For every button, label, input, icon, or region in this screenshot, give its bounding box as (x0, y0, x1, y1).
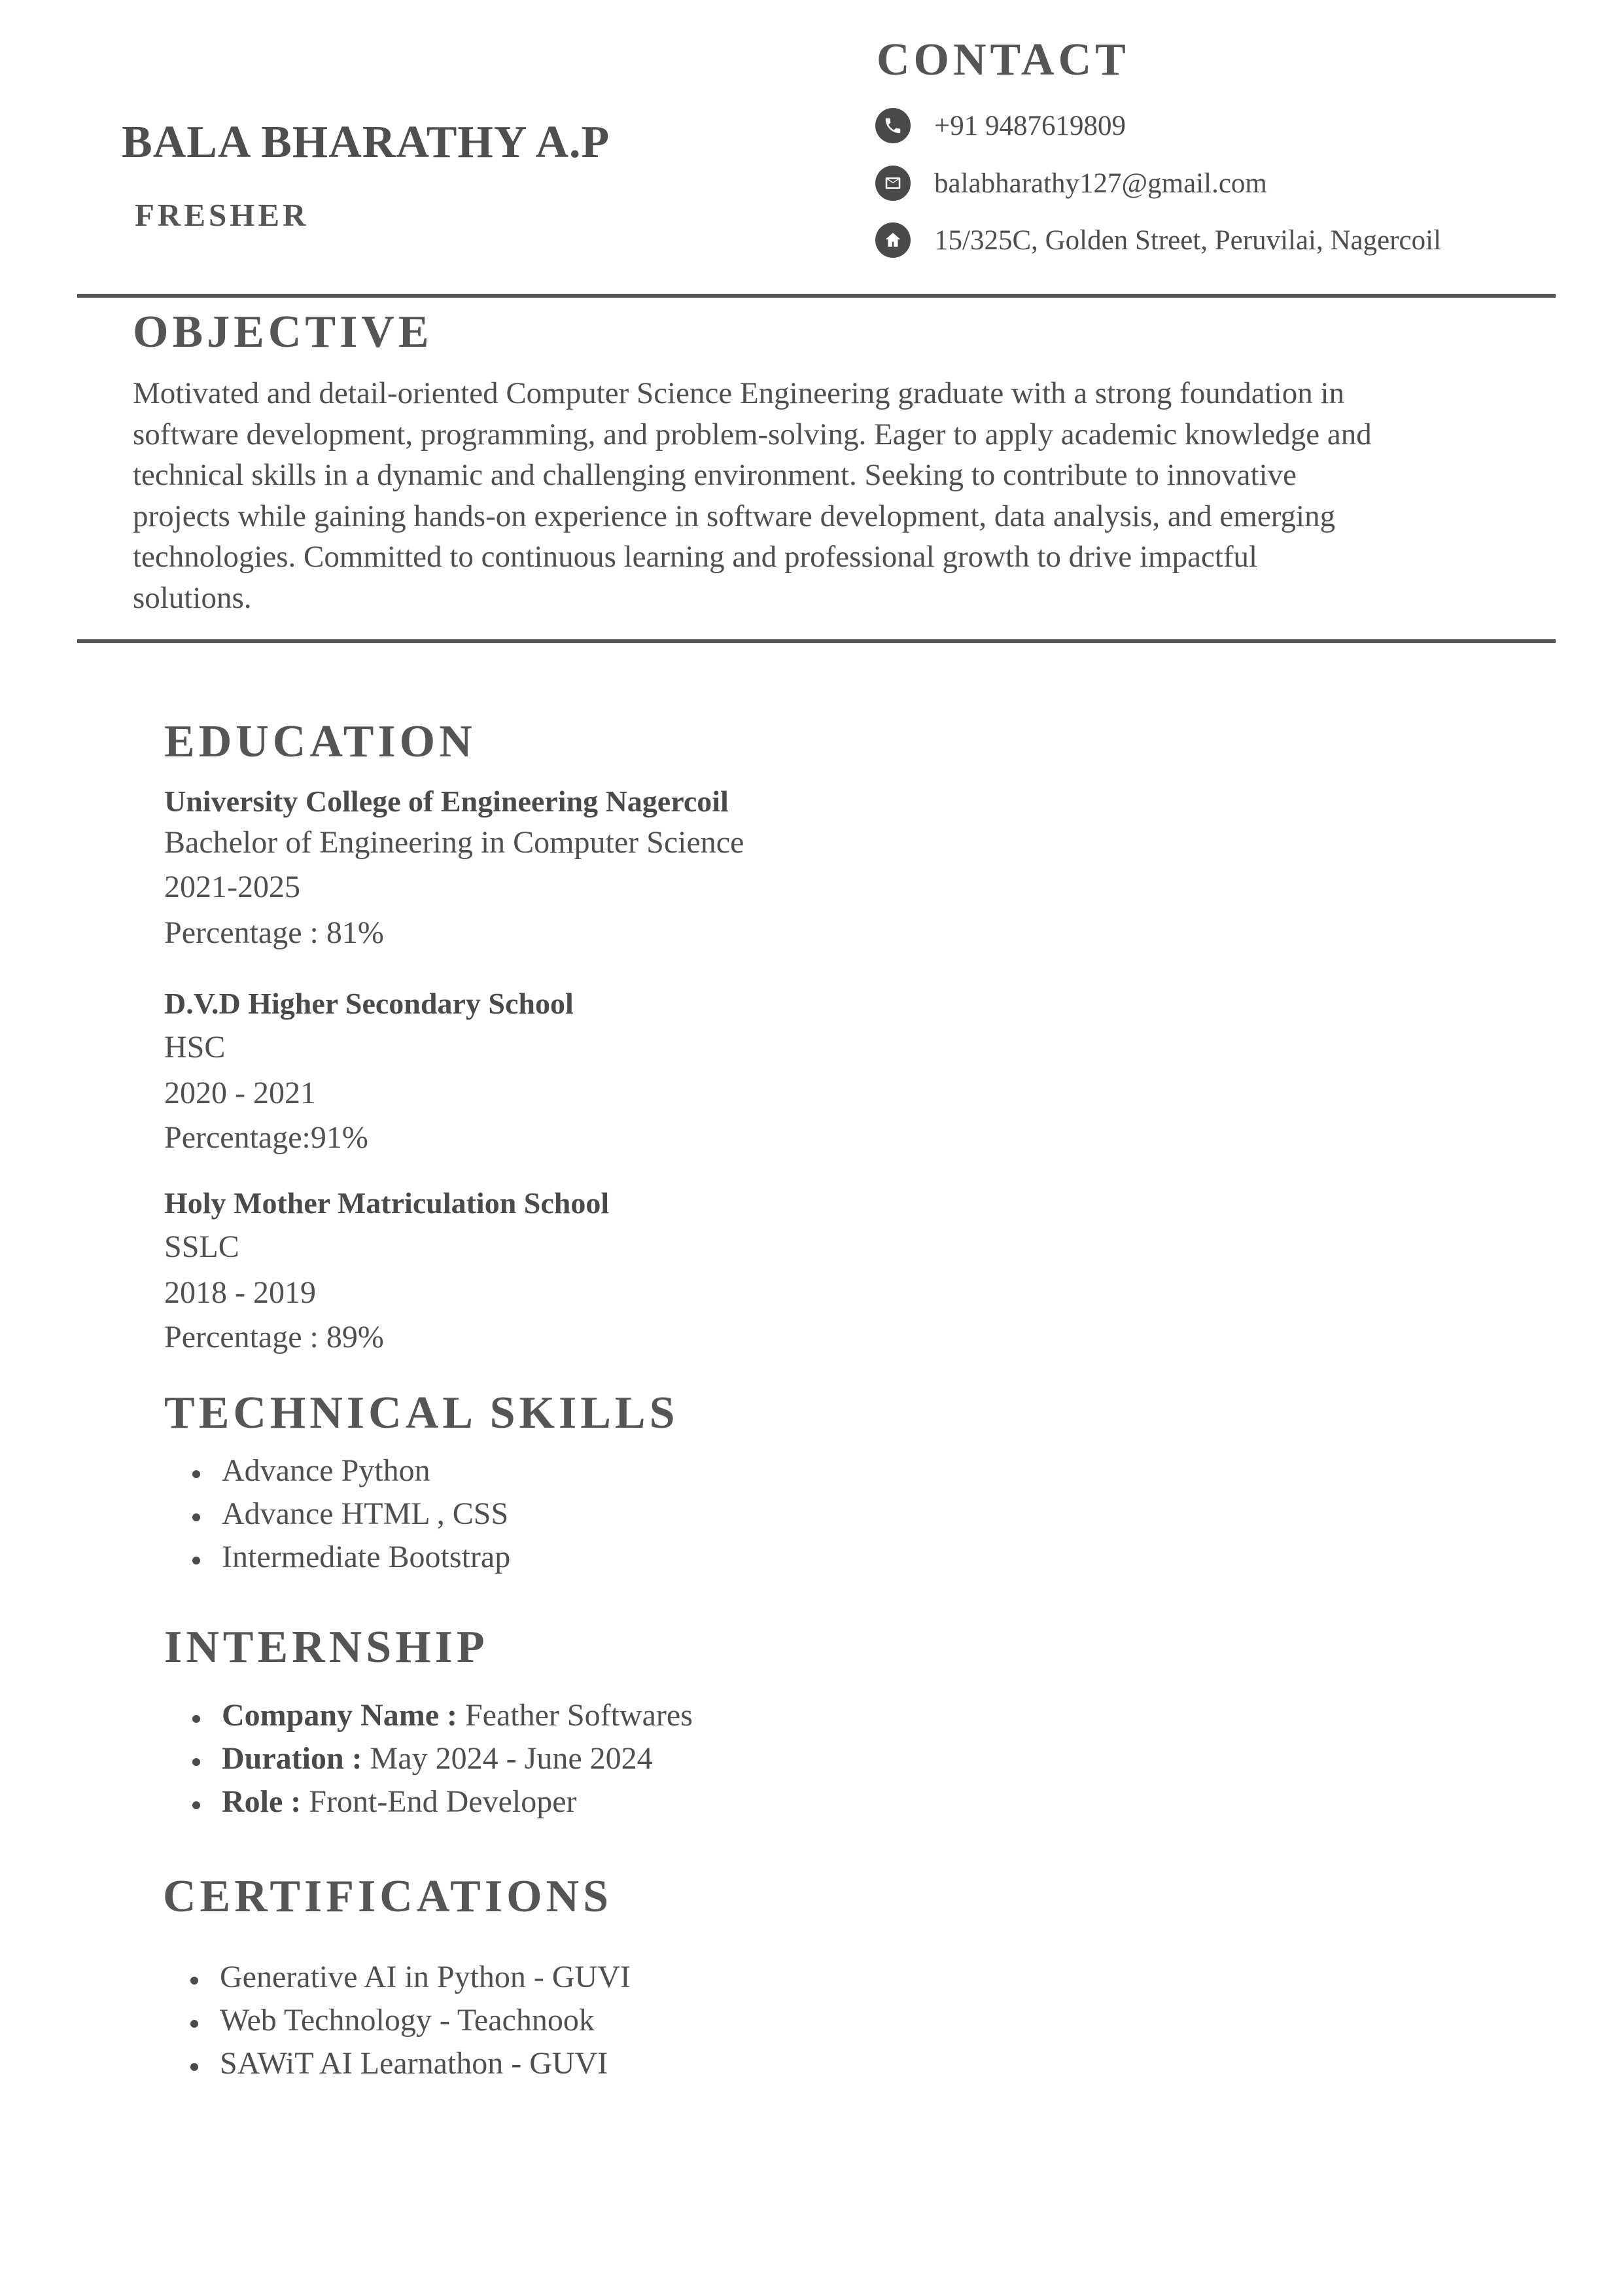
objective-line: Motivated and detail-oriented Computer Science Engineering graduate with a strong foundation in (133, 376, 1345, 410)
skill-item: Advance HTML , CSS (166, 1496, 510, 1539)
certifications-list (164, 1959, 631, 2089)
education-years: 2021-2025 (164, 870, 300, 904)
internship-label: Duration : (222, 1741, 362, 1776)
skills-list (166, 1453, 510, 1582)
education-score: Percentage:91% (164, 1120, 368, 1155)
education-school: D.V.D Higher Secondary School (164, 987, 574, 1020)
certification-item: SAWiT AI Learnathon - GUVI (164, 2045, 631, 2089)
contact-address: 15/325C, Golden Street, Peruvilai, Nagercoil (934, 224, 1442, 256)
education-degree: SSLC (164, 1229, 239, 1264)
candidate-subtitle: FRESHER (135, 197, 309, 233)
skill-item: Intermediate Bootstrap (166, 1539, 510, 1582)
internship-item (166, 1784, 693, 1827)
education-title: EDUCATION (164, 716, 476, 767)
skill-item: Advance Python (166, 1453, 510, 1496)
education-entry (164, 784, 744, 959)
certification-item: Web Technology - Teachnook (164, 2002, 631, 2045)
internship-value: Feather Softwares (457, 1698, 693, 1733)
internship-value: May 2024 - June 2024 (362, 1741, 653, 1776)
certifications-title: CERTIFICATIONS (163, 1871, 613, 1922)
internship-title: INTERNSHIP (164, 1622, 489, 1672)
objective-line: technologies. Committed to continuous learning and professional growth to drive impactful (133, 540, 1258, 574)
certification-item: Generative AI in Python - GUVI (164, 1959, 631, 2002)
objective-line: software development, programming, and problem-solving. Eager to apply academic knowledge and (133, 417, 1372, 451)
home-icon (875, 222, 911, 258)
header-divider (77, 294, 1556, 298)
education-entry (164, 986, 574, 1164)
objective-line: solutions. (133, 580, 252, 615)
objective-line: projects while gaining hands-on experience in software development, data analysis, and emerging (133, 499, 1336, 533)
objective-line: technical skills in a dynamic and challenging environment. Seeking to contribute to innovative (133, 458, 1297, 492)
contact-phone-row (875, 106, 1126, 145)
internship-list (166, 1697, 693, 1827)
email-icon (875, 166, 911, 201)
education-entry (164, 1186, 609, 1364)
contact-heading: CONTACT (877, 35, 1130, 85)
internship-value: Front-End Developer (301, 1784, 577, 1819)
education-school: Holy Mother Matriculation School (164, 1186, 610, 1220)
education-degree: HSC (164, 1030, 226, 1065)
objective-divider (77, 639, 1556, 643)
skills-title: TECHNICAL SKILLS (164, 1388, 679, 1438)
internship-label: Company Name : (222, 1698, 457, 1733)
education-years: 2018 - 2019 (164, 1275, 316, 1310)
contact-address-row (875, 221, 1441, 260)
education-school: University College of Engineering Nagercoil (164, 785, 729, 818)
contact-email: balabharathy127@gmail.com (934, 168, 1267, 199)
candidate-name: BALA BHARATHY A.P (122, 117, 610, 168)
education-years: 2020 - 2021 (164, 1076, 316, 1110)
contact-phone: +91 9487619809 (934, 110, 1126, 141)
education-score: Percentage : 89% (164, 1320, 384, 1354)
education-degree: Bachelor of Engineering in Computer Science (164, 825, 744, 860)
internship-item (166, 1697, 693, 1740)
contact-email-row (875, 164, 1267, 203)
objective-text (133, 373, 1552, 618)
internship-item (166, 1740, 693, 1784)
internship-label: Role : (222, 1784, 302, 1819)
education-score: Percentage : 81% (164, 915, 384, 950)
phone-icon (875, 108, 911, 143)
objective-title: OBJECTIVE (133, 307, 433, 357)
